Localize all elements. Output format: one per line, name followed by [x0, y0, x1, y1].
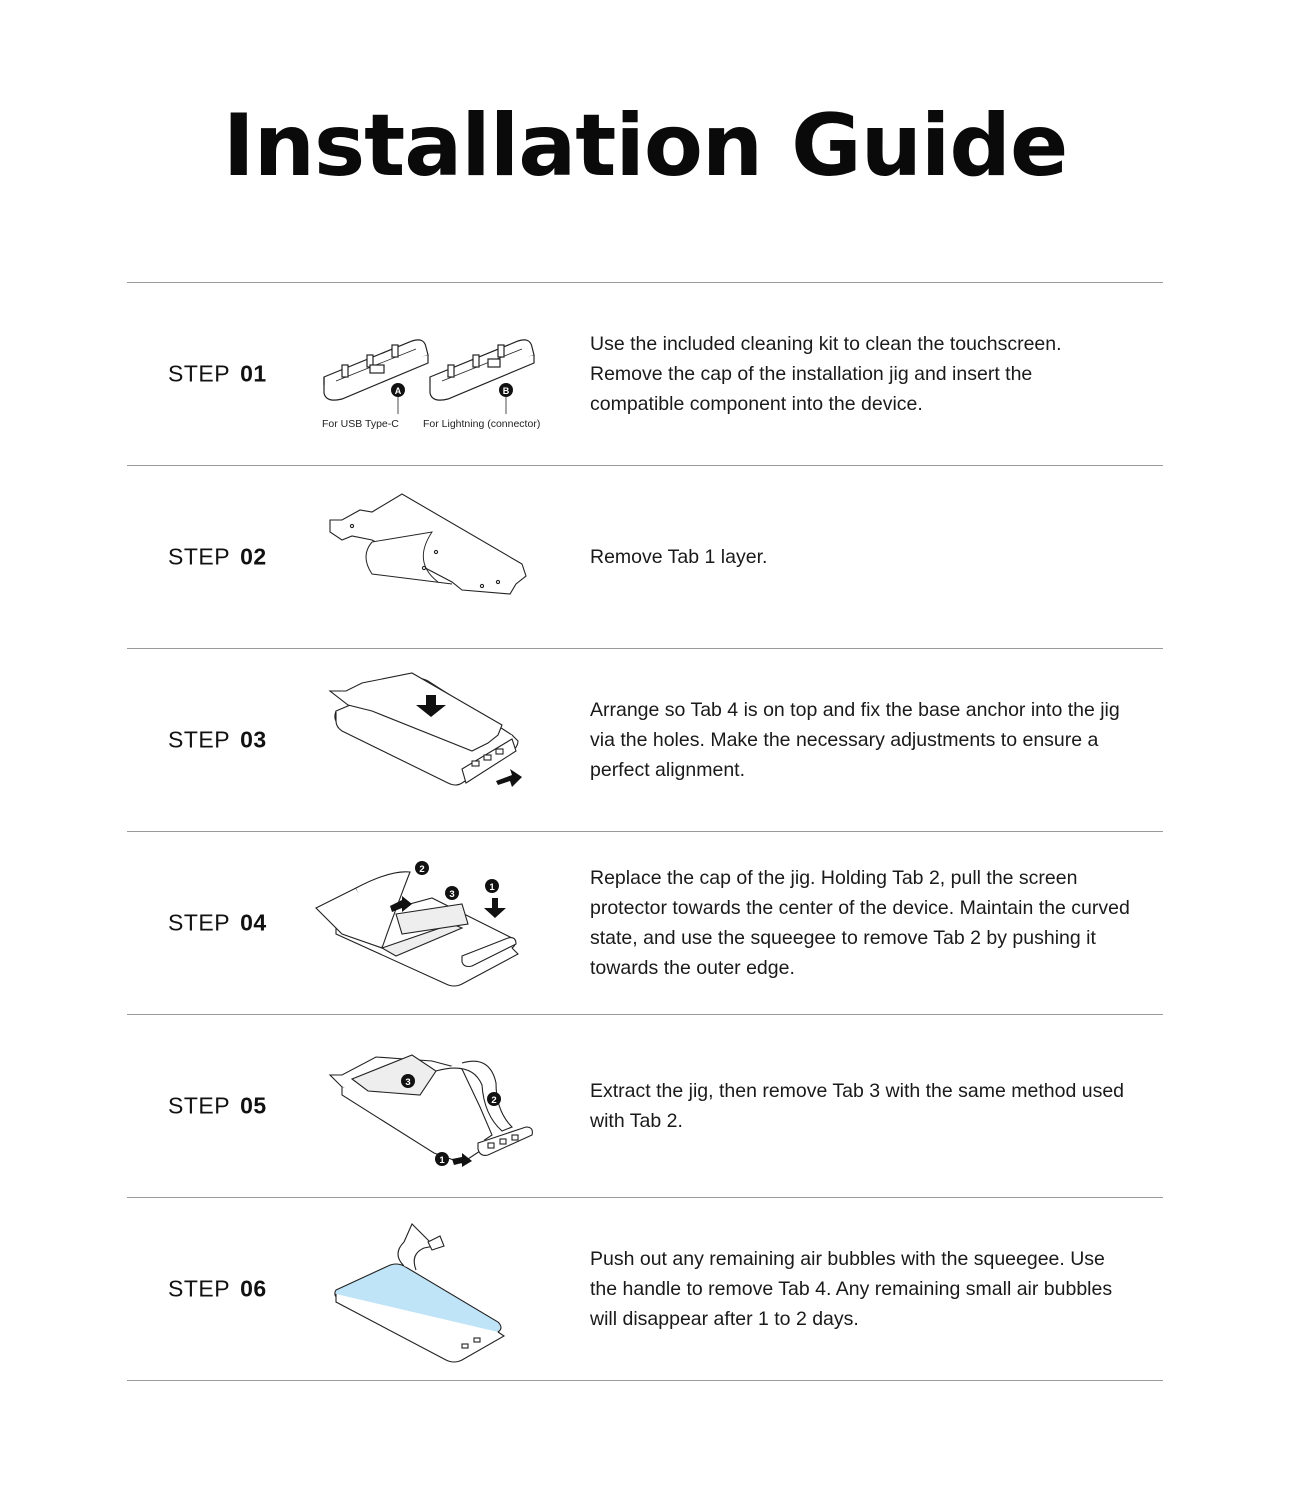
step-description: Replace the cap of the jig. Holding Tab 2, pull the screen protector towards the center of the device. Maintain the curved state, and use the squeegee to remove Tab 2 by pushing it towards the outer edge. [590, 867, 1130, 979]
step-description: Remove Tab 1 layer. [590, 546, 768, 568]
page-title: Installation Guide [222, 96, 1068, 196]
step-word: STEP [168, 726, 231, 753]
marker-3-text: 3 [449, 889, 455, 900]
remove-tab1-illustration [312, 482, 572, 632]
step-word: STEP [168, 909, 231, 936]
step-number: 05 [240, 1092, 267, 1119]
pull-tab2-illustration [312, 848, 572, 998]
marker-3-text: 3 [405, 1077, 411, 1088]
step-label [168, 1276, 267, 1303]
remove-tab3-illustration [312, 1031, 572, 1181]
step-description: Use the included cleaning kit to clean the touchscreen. Remove the cap of the installation jig and insert the compatible component into the device. [590, 333, 1062, 415]
step-02 [127, 465, 1163, 648]
step-word: STEP [168, 1092, 231, 1119]
step-number: 06 [240, 1275, 267, 1302]
marker-2-text: 2 [491, 1095, 497, 1106]
marker-3 [401, 1074, 415, 1088]
step-number: 03 [240, 726, 267, 753]
step-label [168, 727, 267, 754]
step-label [168, 361, 267, 388]
marker-2-text: 2 [419, 864, 425, 875]
marker-a-text: A [394, 386, 402, 396]
marker-a [391, 383, 405, 414]
marker-3 [445, 886, 459, 900]
marker-1-text: 1 [489, 882, 495, 893]
marker-b [499, 383, 513, 414]
step-05 [127, 1014, 1163, 1197]
marker-1-text: 1 [439, 1155, 445, 1166]
step-04 [127, 831, 1163, 1014]
step-label [168, 544, 267, 571]
step-description: Extract the jig, then remove Tab 3 with the same method used with Tab 2. [590, 1080, 1125, 1132]
steps-list [127, 282, 1163, 1381]
marker-1 [485, 879, 499, 893]
step-word: STEP [168, 1275, 231, 1302]
step-label [168, 910, 267, 937]
step-number: 04 [240, 909, 267, 936]
step-word: STEP [168, 543, 231, 570]
step-06 [127, 1197, 1163, 1381]
marker-b-text: B [502, 386, 510, 396]
lightning-caption: For Lightning (connector) [423, 418, 541, 430]
marker-2 [415, 861, 429, 875]
step-number: 02 [240, 543, 267, 570]
step-01 [127, 282, 1163, 465]
step-description: Arrange so Tab 4 is on top and fix the base anchor into the jig via the holes. Make the necessary adjustments to ensure a perfect alignment. [590, 699, 1120, 781]
step-number: 01 [240, 360, 267, 387]
usb-type-c-caption: For USB Type-C [322, 418, 399, 430]
marker-2 [487, 1092, 501, 1106]
align-protector-illustration [312, 665, 572, 815]
step-word: STEP [168, 360, 231, 387]
jig-components-illustration [312, 299, 572, 449]
remove-tab4-illustration [312, 1214, 572, 1364]
step-label [168, 1093, 267, 1120]
marker-1 [435, 1152, 449, 1166]
step-03 [127, 648, 1163, 831]
step-description: Push out any remaining air bubbles with the squeegee. Use the handle to remove Tab 4. Any remaining small air bubbles will disappear after 1 to 2 days. [590, 1248, 1113, 1330]
